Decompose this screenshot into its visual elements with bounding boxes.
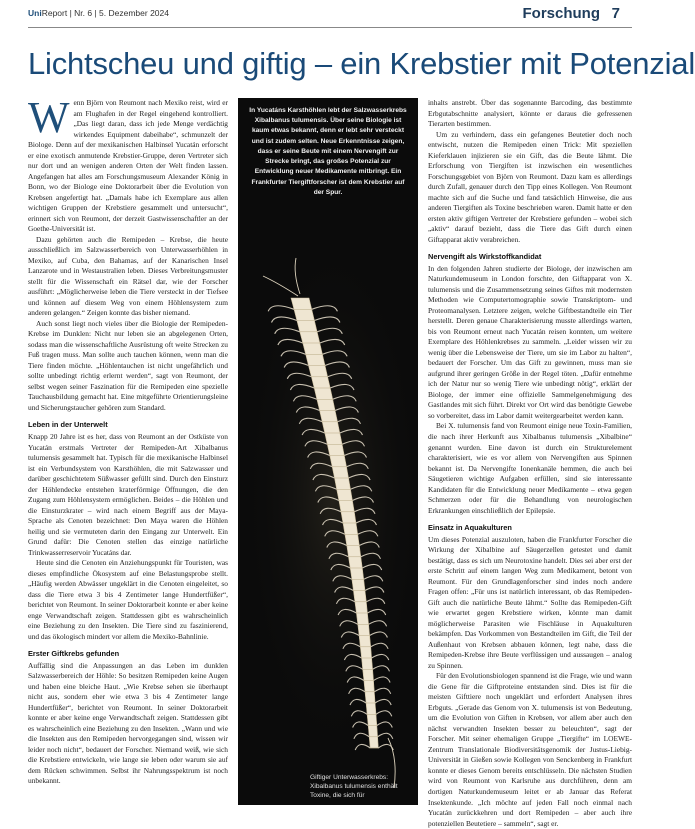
photo-remipede (238, 98, 418, 805)
subheading-leben: Leben in der Unterwelt (28, 420, 108, 430)
paragraph: Um zu verhindern, dass ein gefangenes Beutetier doch noch entwischt, nutzen die Remipeden einen Trick: Mit speziellen Kieferklauen injizieren sie ein Gift, das die Beute lähmt. Die Erforschung von Tiergiften ist inzwischen ein wesentliches Forschungsgebiet von Björn von Reumont. Dazu kam es allerdings durch Zufall, genauer durch den Tipp eines Kollegen. Von Reumont machte sich auf die Suche und fand tatsächlich Hinweise, die aus anderen Tiergiften als Toxine beschrieben waren. Damit hatte er den ersten aktiv giftigen Vertreter der Krebstiere gefunden – wobei sich „aktiv“ darauf bezieht, dass die Tiere das Gift durch einen Giftapparat aktiv verabreichen. (428, 129, 632, 244)
subheading-aquakulturen: Einsatz in Aquakulturen (428, 523, 512, 533)
article-title: Lichtscheu und giftig – ein Krebstier mit Potenzial (28, 46, 695, 81)
article-column-3 (428, 98, 632, 828)
remipede-illustration (238, 98, 418, 805)
subheading-nervengift: Nervengift als Wirkstoffkandidat (428, 252, 542, 262)
paragraph: Auffällig sind die Anpassungen an das Leben im dunklen Salzwasserbereich der Höhle: So besitzen Remipeden keine Augen und haben eine bleiche Haut. „Wie Krebse sehen sie überhaupt nicht aus, sondern eher wie etwa 3 bis 4 Zentimeter lange Hundertfüßer“, berichtet von Reumont. In seiner Doktorarbeit konnte er aber keine enge Verwandtschaft zeigen. Stattdessen gibt es wahrscheinlich eine Beziehung zu den Insekten. „Wann und wie die Insekten aus den Remipeden hervorgegangen sind, wissen wir leider noch nicht“, bedauert der Forscher. Niemand weiß, wie sich die Krebstiere entwickeln, wie lange sie leben oder warum sie auf dem Rücken schwimmen. Selbst ihr Nahrungsspektrum ist noch unbekannt. (28, 660, 228, 786)
subheading-gift: Erster Giftkrebs gefunden (28, 649, 120, 659)
article-column-1 (28, 93, 228, 805)
paragraph: inhalts anstrebt. Über das sogenannte Barcoding, das bestimmte Erbgutabschnitte analysiert, könnte er daraus die gefressenen Tierarten bestimmen. (428, 98, 632, 129)
paragraph: Für den Evolutionsbiologen spannend ist die Frage, wie und wann die Gene für die Giftproteine entstanden sind. Dies ist für die meisten Gifttiere noch ungeklärt und erfordert Analysen ihres Erbguts. „Gerade das Genom von X. tulumensis ist von Bedeutung, um die Evolution von Giften in Krebsen, vor allem aber auch den nächst verwandten Insekten besser zu beleuchten“, sagt der Forscher. Mit seiner ehemaligen Gruppe „Tiergifte“ im LOEWE-Zentrum Translationale Biodiversitätsgenomik der Justus-Liebig-Universität in Gießen sowie Kollegen von Senckenberg in Frankfurt konnte er dieses Genom bereits entschlüsseln. Die nächsten Studien wird von Reumont von Karlsruhe aus durchführen, denn am dortigen Naturkundemuseum leitet er ab Januar das Referat Insektenkunde. „Ich möchte auf jeden Fall noch einmal nach Yucatán zurückkehren und dort Remipeden – aber auch ihre potenziellen Beutetiere – sammeln“, sagt er. (428, 671, 632, 828)
lead-paragraph: Wenn Björn von Reumont nach Mexiko reist, wird er am Flughafen in der Regel eingehend kontrolliert. „Das liegt daran, dass ich jede Menge verdächtig wirkendes Equipment dabeihabe“, schmunzelt der Biologe. Denn auf der mexikanischen Halbinsel Yucatán erforscht er eine exotisch anmutende Krebstier-Gruppe, deren Vertreter sich nur dort und an wenigen anderen Orten der Welt finden lassen. Angefangen hat alles am Forschungsmuseum Alexander König in Bonn, wo der Biologe eine Doktorarbeit über die Evolution von Krebsen angefertigt hat. „Damals habe ich Exemplare aus allen wichtigen Gruppen der Krebstiere gesammelt und untersucht“, erinnert sich von Reumont, der derzeit Gastwissenschaftler an der Goethe-Universität ist. (28, 93, 228, 234)
paragraph: Dazu gehörten auch die Remipeden – Krebse, die heute ausschließlich im Salzwasserbereich von Unterwasserhöhlen in Mexiko, auf Cuba, den Bahamas, auf der Kanarischen Insel Lanzarote und in Westaustralien leben. Dieses Verbreitungsmuster stellt für die Wissenschaft ein Rätsel dar, wie der Forscher ausführt: „Möglicherweise leben die Tiere versteckt in der Tiefsee und können auf diesem Weg von einem Höhlensystem zum anderen gelangen.“ Zeigen konnte das bisher niemand. (28, 234, 228, 318)
paragraph: Um dieses Potenzial auszuloten, haben die Frankfurter Forscher die Wirkung der Xibalbine auf Säugerzellen getestet und damit bestätigt, dass es sich um Neurotoxine handelt. Dies sei aber erst der erste Schritt auf einem langen Weg zum Medikament, betont von Reumont. Für den Grundlagenforscher sind indes noch andere Fragen offen: „Für uns ist natürlich interessant, ob das Remipeden-Gift auch die natürliche Beute lähmt.“ Sollte das Remipeden-Gift wie erwartet gegen Krebstiere wirken, könnte man damit möglicherweise Parasiten wie Fischläuse in Aquakulturen bekämpfen. Das Vorkommen von Bestandteilen im Gift, die Teil der Außenhaut von Krebsen abbauen können, legt nahe, dass die Remipeden-Krebse ihre Beute verflüssigen und aussaugen – analog zu Spinnen. (428, 534, 632, 670)
image-caption: Giftiger Unterwasserkrebs: Xibalbanus tulumensis enthält Toxine, die sich für (310, 774, 398, 800)
paragraph: Bei X. tulumensis fand von Reumont einige neue Toxin-Familien, die nach ihrer Herkunft aus Xibalbanus tulumensis „Xibalbine“ genannt wurden. Eine davon ist durch ein Strukturelement charakterisiert, wie es vor allem von Nervengiften aus Spinnen bekannt ist. Da Nervengifte Ionenkanäle hemmen, die auch bei Säugetieren wichtige Aufgaben erfüllen, sind sie interessante Kandidaten für die Entwicklung neuer Medikamente – etwa gegen Schmerzen oder für die Behandlung von neurologischen Erkrankungen einschließlich der Epilepsie. (428, 421, 632, 515)
header-rule (28, 27, 632, 28)
page-header (0, 0, 660, 36)
image-caption-intro: In Yucatáns Karsthöhlen lebt der Salzwasserkrebs Xibalbanus tulumensis. Über seine Biologie ist kaum etwas bekannt, denn er lebt sehr versteckt und ist zudem selten. Neue Erkenntnisse zeigen, dass er seine Beute mit einem Nervengift zur Strecke bringt, das großes Potenzial zur Entwicklung neuer Medikamente mitbringt. Ein Frankfurter Tiergiftforscher ist dem Krebstier auf der Spur. (249, 107, 407, 196)
drop-cap: W (28, 93, 70, 142)
paragraph: Knapp 20 Jahre ist es her, dass von Reumont an der Ostküste von Yucatán erstmals Vertreter der Remipeden-Art Xibalbanus tulumensis gesammelt hat. Typisch für die mexikanische Halbinsel ist ein Verbundsystem von Karsthöhlen, die mit Salzwasser und darüber geschichtetem Süßwasser gefüllt sind. Durch den Einsturz der Höhlendecke entstehen kraterförmige Öffnungen, die den Zugang zum Höhlensystem ermöglichen. Beides – die Höhlen und die Einsturzkrater – wird nach einem Begriff aus der Maya-Sprache als Cenoten bezeichnet: Den Maya waren die Höhlen heilig und sie vermuteten darin den Eingang zur Unterwelt. Ein Grund dafür: Die Cenoten stellen das einzige natürliche Trinkwasserreservoir Yucatáns dar. (28, 431, 228, 557)
paragraph: Heute sind die Cenoten ein Anziehungspunkt für Touristen, was dieses empfindliche Ökosystem auf eine Belastungsprobe stellt. „Häufig werden Abwässer ungeklärt in die Cenoten eingeleitet, so dass die Tiere etwa 3 bis 4 Zentimeter lange Hundertfüßer“, berichtet von Reumont. In seiner Doktorarbeit konnte er aber keine enge Verwandtschaft zeigen. Stattdessen gibt es wahrscheinlich eine Beziehung zu den Insekten. Die Tiere sind zu faszinierend, und das ökologisch mindert vor allem die Mexiko-Bahnlinie. (28, 558, 228, 641)
publication-brand: UniReport | Nr. 6 | 5. Dezember 2024 (28, 8, 169, 18)
issue-info: | Nr. 6 | 5. Dezember 2024 (69, 8, 169, 18)
page-number: 7 (611, 5, 620, 22)
paragraph: Auch sonst liegt noch vieles über die Biologie der Remipeden-Krebse im Dunklen: Nicht nur leben sie an abgelegenen Orten, sodass man die wissenschaftliche Ausrüstung oft weite Strecken zu Fuß tragen muss. Man sollte auch tauchen können, wenn man die Tiere finden möchte. „Höhlentauchen ist nicht ungefährlich und sollte unbedingt richtig erlernt werden“, sagt von Reumont, der selbst wegen seiner Faszination für die Remipeden eine spezielle Tauchausbildung gemacht hat. Eine mitgeführte Orientierungsleine und Sicherungstaucher gehören zum Standard. (28, 318, 228, 412)
creature-leg (377, 722, 393, 728)
creature-leg (378, 733, 393, 739)
section-label: Forschung (522, 5, 600, 22)
paragraph: In den folgenden Jahren studierte der Biologe, der inzwischen am Naturkundemuseum in London forschte, den Giftapparat von X. tulumensis und die Zusammensetzung seines Giftes mit modernsten Methoden wie Computertomographie sowie Transkriptom- und Proteomanalysen. Letztere zeigen, welche Giftbestandteile ein Tier herstellt. Deren genaue Charakterisierung musste allerdings warten, bis von Reumont erneut nach Yucatán reisen konnten, um weitere Exemplare des Höhlenkrebses zu sammeln. „Leider wissen wir zu wenig über die Lebensweise der Tiere, um sie im Labor zu halten“, bedauert der Forscher. Um das Gift zu gewinnen, muss man sie aufgrund ihrer geringen Größe in der Regel töten. „Dafür entnehme ich der Natur nur so wenig Tiere wie unbedingt nötig“, erklärt der Biologe, der immer eine offizielle Sammelgenehmigung des Gastlandes mit sich führt. Direkt vor Ort wird das benötigte Gewebe so vorbereitet, dass im Labor damit weitergearbeitet werden kann. (428, 263, 632, 420)
